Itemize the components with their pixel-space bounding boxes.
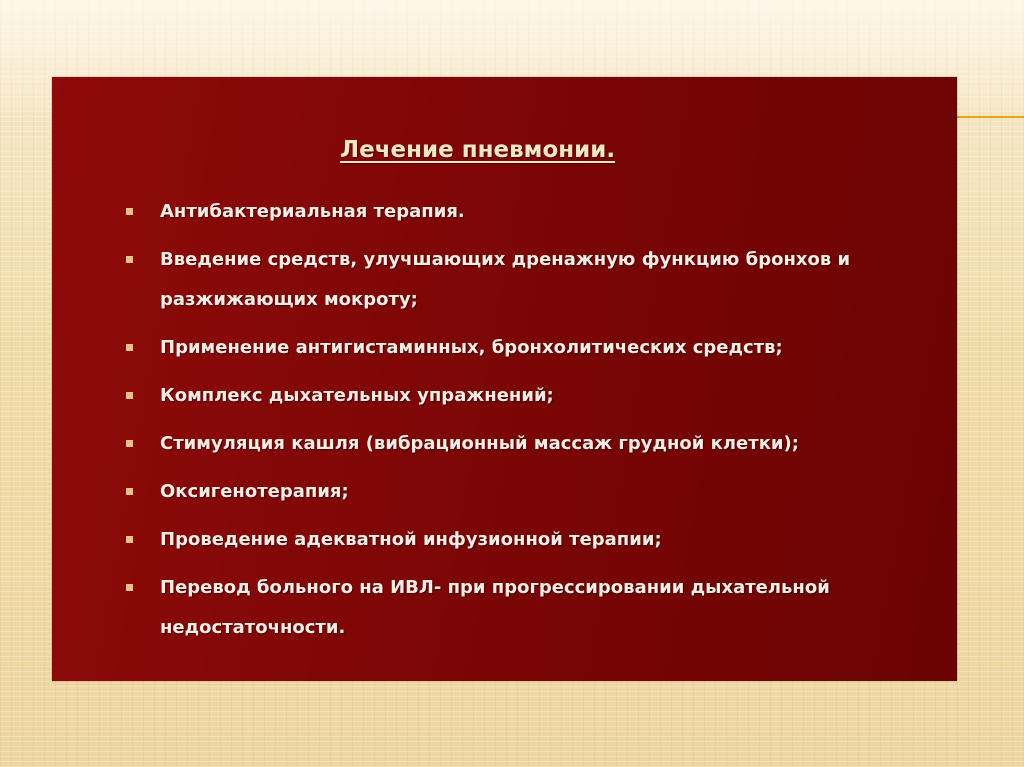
bullet-text: Оксигенотерапия; xyxy=(160,481,349,502)
square-bullet-icon xyxy=(126,584,133,591)
bullet-text: Введение средств, улучшающих дренажную функцию бронхов и разжижающих мокроту; xyxy=(160,249,851,310)
bullet-item-oxygen-therapy xyxy=(126,472,926,512)
bullet-text: Комплекс дыхательных упражнений; xyxy=(160,385,554,406)
bullet-text: Проведение адекватной инфузионной терапии; xyxy=(160,529,662,550)
accent-line xyxy=(956,116,1024,118)
bullet-text: Применение антигистаминных, бронхолитических средств; xyxy=(160,337,783,358)
square-bullet-icon xyxy=(126,536,133,543)
slide-content-panel xyxy=(52,77,957,681)
bullet-text: Антибактериальная терапия. xyxy=(160,201,465,222)
bullet-text: Стимуляция кашля (вибрационный массаж грудной клетки); xyxy=(160,433,799,454)
bullet-item-drainage xyxy=(126,240,926,320)
bullet-item-antibacterial xyxy=(126,192,926,232)
bullet-item-ventilation xyxy=(126,568,926,648)
square-bullet-icon xyxy=(126,488,133,495)
square-bullet-icon xyxy=(126,440,133,447)
square-bullet-icon xyxy=(126,344,133,351)
bullet-list xyxy=(126,192,926,656)
slide-title: Лечение пневмонии. xyxy=(340,137,616,163)
square-bullet-icon xyxy=(126,256,133,263)
bullet-item-breathing-exercises xyxy=(126,376,926,416)
bullet-text: Перевод больного на ИВЛ- при прогрессировании дыхательной недостаточности. xyxy=(160,577,830,638)
bullet-item-infusion-therapy xyxy=(126,520,926,560)
square-bullet-icon xyxy=(126,208,133,215)
square-bullet-icon xyxy=(126,392,133,399)
bullet-item-cough-stimulation xyxy=(126,424,926,464)
bullet-item-antihistamine xyxy=(126,328,926,368)
